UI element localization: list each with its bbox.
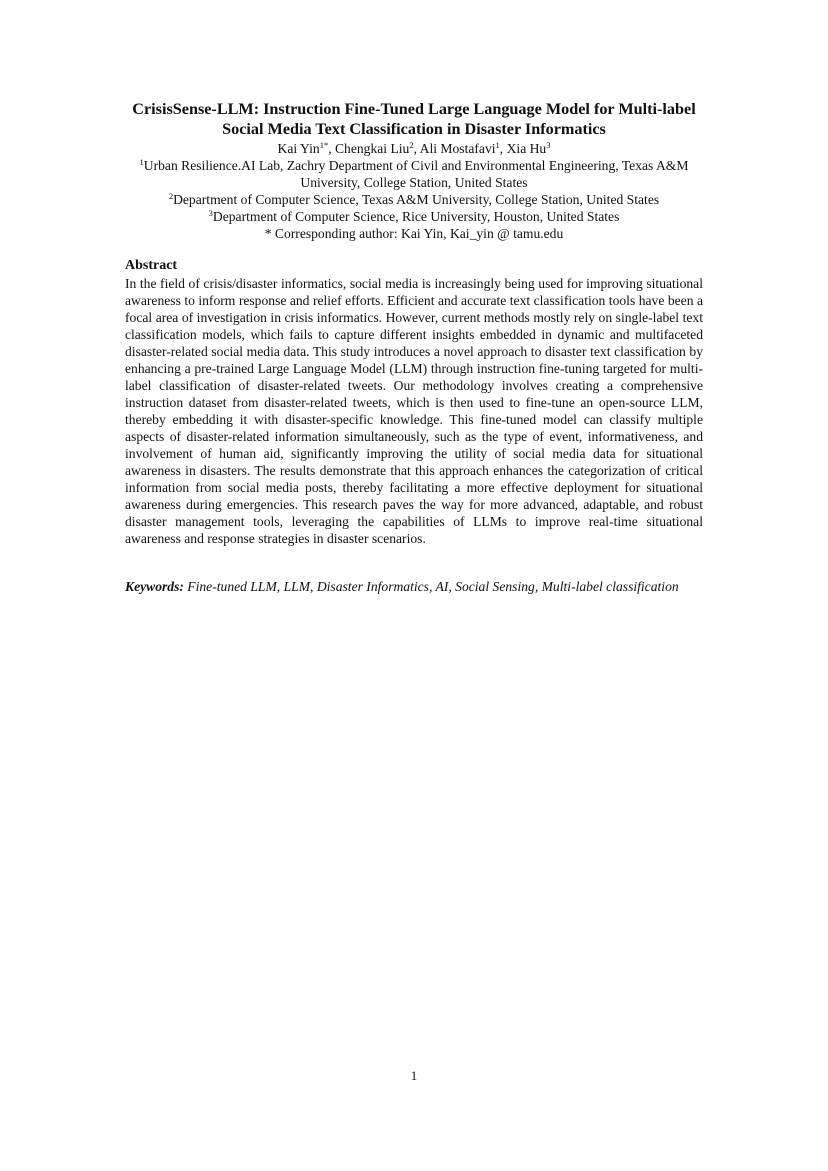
author-name: Chengkai Liu (334, 141, 410, 156)
abstract-text: In the field of crisis/disaster informatics, social media is increasingly being used for improving situational awareness to inform response and relief efforts. Efficient and accurate text classification tools have been a focal area of investigation in crisis informatics. However, current methods mostly rely on single-label text classification models, which fails to capture different insights embedded in dynamic and multifaceted disaster-related social media data. This study introduces a novel approach to disaster text classification by enhancing a pre-trained Large Language Model (LLM) through instruction fine-tuning targeted for multi-label classification of disaster-related tweets. Our methodology involves creating a comprehensive instruction dataset from disaster-related tweets, which is then used to fine-tune an open-source LLM, thereby embedding it with disaster-specific knowledge. This fine-tuned model can classify multiple aspects of disaster-related information simultaneously, such as the type of event, informativeness, and involvement of human aid, significantly improving the utility of social media data for situational awareness in disasters. The results demonstrate that this approach enhances the categorization of critical information from social media posts, thereby facilitating a more effective deployment for situational awareness during emergencies. This research paves the way for more advanced, adaptable, and robust disaster management tools, leveraging the capabilities of LLMs to improve real-time situational awareness and response strategies in disaster scenarios. (125, 276, 703, 546)
keywords-text: Fine-tuned LLM, LLM, Disaster Informatics, AI, Social Sensing, Multi-label classification (183, 579, 679, 594)
affiliation-3 (110, 208, 718, 225)
author-affiliation-mark: 2 (409, 140, 414, 150)
abstract-section (125, 257, 703, 547)
affiliation-text: Urban Resilience.AI Lab, Zachry Department of Civil and Environmental Engineering, Texas A&M University, College Station, United States (143, 158, 689, 190)
author-separator: , (499, 141, 507, 156)
abstract-heading: Abstract (125, 258, 178, 273)
author-affiliation-mark: 1* (319, 140, 329, 150)
author-affiliation-mark: 1 (495, 140, 500, 150)
author-name: Ali Mostafavi (419, 141, 496, 156)
keywords-section (125, 578, 703, 595)
paper-header (110, 99, 718, 242)
affiliation-mark: 3 (208, 208, 213, 218)
author-list (110, 140, 718, 157)
affiliation-1 (110, 157, 718, 191)
author-name: Kai Yin (277, 141, 320, 156)
affiliation-2 (110, 191, 718, 208)
affiliation-text: Department of Computer Science, Texas A&M University, College Station, United States (173, 192, 660, 207)
page-number: 1 (410, 1069, 418, 1083)
corresponding-author: * Corresponding author: Kai Yin, Kai_yin @ tamu.edu (264, 226, 564, 241)
author-separator: , (413, 141, 420, 156)
affiliation-mark: 2 (168, 191, 174, 201)
affiliation-mark: 1 (139, 157, 144, 167)
author-separator: , (328, 141, 335, 156)
affiliation-text: Department of Computer Science, Rice University, Houston, United States (212, 209, 620, 224)
author-affiliation-mark: 3 (546, 140, 551, 150)
author-name: Xia Hu (506, 141, 547, 156)
keywords-label: Keywords: (125, 579, 184, 594)
paper-title: CrisisSense-LLM: Instruction Fine-Tuned Large Language Model for Multi-label Social Media Text Classification in Disaster Informatics (132, 100, 696, 138)
